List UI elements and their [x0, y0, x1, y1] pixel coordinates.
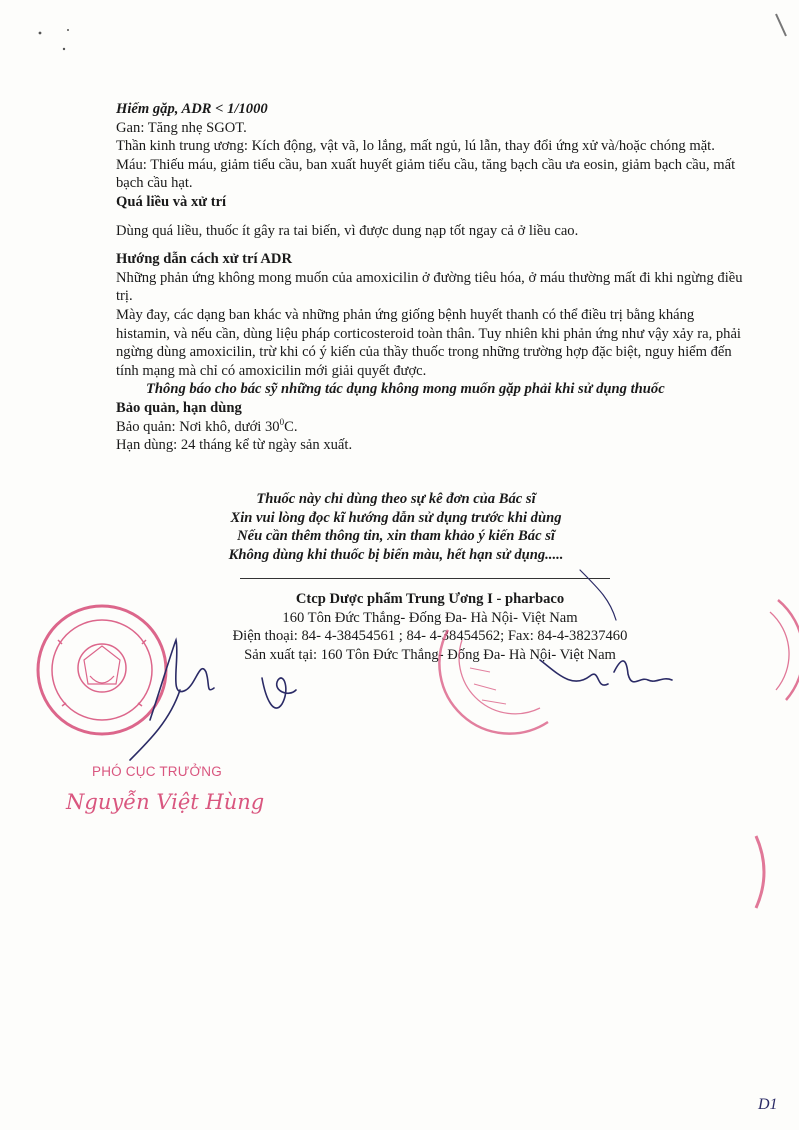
storage-degree: 0	[279, 416, 285, 427]
advice-line-3: Nếu cần thêm thông tin, xin tham khảo ý kiến Bác sĩ	[237, 528, 555, 545]
rare-line-cns: Thần kinh trung ương: Kích động, vật vã, lo lắng, mất ngủ, lú lẫn, thay đổi ứng xử và/hoặc chóng mặt.	[116, 138, 715, 155]
page-mark: D1	[758, 1096, 778, 1113]
doctor-notice: Thông báo cho bác sỹ những tác dụng không mong muốn gặp phải khi sử dụng thuốc	[146, 381, 665, 398]
advice-line-1: Thuốc này chỉ dùng theo sự kê đơn của Bác sĩ	[256, 491, 536, 507]
company-seal-icon	[439, 630, 548, 734]
rare-line-blood: Máu: Thiếu máu, giảm tiểu cầu, ban xuất huyết giảm tiểu cầu, tăng bạch cầu ưa eosin, giảm bạch cầu, mất bạch cầu hạt.	[116, 156, 736, 192]
stamp-title: PHÓ CỤC TRƯỞNG	[92, 764, 222, 779]
adr-line-2: Mày đay, các dạng ban khác và những phản ứng giống bệnh huyết thanh có thể điều trị bằng kháng histamin, và nếu cần, dùng liệu pháp corticosteroid toàn thân. Tuy nhiên khi phản ứng như vậy xảy ra, phải ngừng dùng amoxicilin, trừ khi có ý kiến của thầy thuốc trong những trường hợp đặc biệt, nguy hiểm đến tính mạng mà chỉ có amoxicilin mới giải quyết được.	[116, 306, 741, 379]
rare-heading: Hiếm gặp, ADR < 1/1000	[116, 101, 268, 117]
advice-line-4: Không dùng khi thuốc bị biến màu, hết hạn sử dụng.....	[228, 546, 564, 563]
company-address: 160 Tôn Đức Thắng- Đống Đa- Hà Nội- Việt Nam	[282, 609, 578, 626]
rare-line-liver: Gan: Tăng nhẹ SGOT.	[116, 119, 247, 136]
company-name: Ctcp Dược phẩm Trung Ương I - pharbaco	[295, 591, 565, 607]
storage-heading: Bảo quản, hạn dùng	[116, 399, 242, 416]
adr-line-1: Những phản ứng không mong muốn của amoxicilin ở đường tiêu hóa, ở máu thường mất đi khi ngừng điều trị.	[116, 269, 743, 305]
ministry-seal-icon	[38, 606, 166, 734]
company-phone: Điện thoại: 84- 4-38454561 ; 84- 4-38454562; Fax: 84-4-38237460	[232, 628, 628, 645]
adr-heading: Hướng dẫn cách xử trí ADR	[116, 251, 293, 268]
overdose-heading: Quá liều và xử trí	[116, 193, 227, 210]
scan-marks-icon	[39, 14, 786, 50]
company-production: Sản xuất tại: 160 Tôn Đức Thắng- Đống Đa- Hà Nội- Việt Nam	[244, 646, 616, 663]
margin-seal-icon	[756, 600, 799, 908]
overdose-text: Dùng quá liều, thuốc ít gây ra tai biến, vì được dung nạp tốt ngay cả ở liều cao.	[116, 222, 579, 239]
storage-text: Bảo quản: Nơi khô, dưới 30	[116, 418, 280, 435]
stamp-name: Nguyễn Việt Hùng	[66, 790, 265, 814]
expiry-line: Hạn dùng: 24 tháng kể từ ngày sản xuất.	[116, 437, 353, 454]
advice-line-2: Xin vui lòng đọc kĩ hướng dẫn sử dụng trước khi dùng	[230, 509, 562, 526]
storage-unit: C.	[284, 418, 298, 435]
signature-icon	[130, 570, 672, 760]
